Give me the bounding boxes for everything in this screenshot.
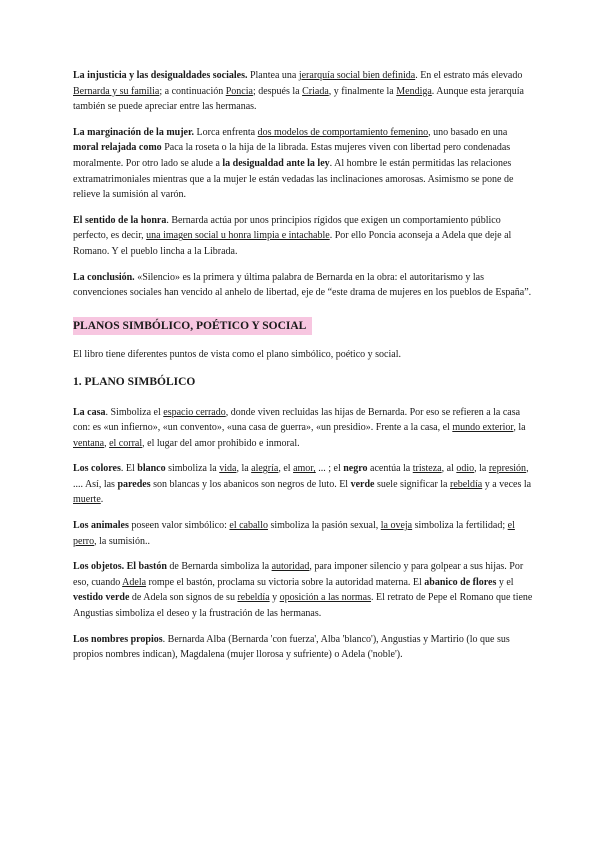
- text-run: rompe el bastón, proclama su victoria sobre la autoridad materna. El: [146, 576, 425, 588]
- underlined-phrase: represión: [488, 463, 527, 475]
- text-run: y a veces la: [482, 478, 532, 490]
- underlined-phrase: tristeza: [412, 463, 442, 475]
- text-run: , el lugar del amor prohibido e inmoral.: [142, 437, 300, 449]
- underlined-phrase: Adela: [122, 576, 147, 588]
- text-run: . Simboliza el: [105, 406, 164, 418]
- paragraph-nombres: [73, 632, 533, 663]
- text-run: y: [269, 592, 280, 604]
- term-bold: Los colores: [73, 463, 121, 475]
- text-run: y el: [496, 576, 514, 588]
- text-run: , para imponer silencio y para golpear a sus hijas. Por eso, cuando: [73, 561, 524, 588]
- underlined-phrase: el corral: [109, 437, 143, 449]
- underlined-phrase: el perro: [73, 520, 515, 547]
- term-bold: vestido verde: [73, 592, 130, 604]
- term-bold: paredes: [117, 478, 151, 490]
- document-body: [73, 68, 533, 673]
- text-run: poseen valor simbólico:: [128, 520, 230, 532]
- text-run: . Al hombre le están permitidas las relaciones extramatrimoniales mientras que a la mujer le están vedadas las inclinaciones amorosas. Asimismo se pone de relieve la sumisión al varón.: [73, 157, 514, 201]
- text-run: Paca la roseta o la hija de la librada. Estas mujeres viven con libertad pero condenadas moralmente. Por otro lado se alude a: [73, 142, 511, 169]
- paragraph-marginacion: [73, 125, 533, 203]
- text-run: ; después la: [252, 85, 303, 97]
- text-run: , la: [513, 422, 526, 434]
- text-run: , uno basado en una: [428, 126, 508, 138]
- text-run: . Bernarda actúa por unos principios rígidos que exigen un comportamiento público perfecto, es decir,: [73, 214, 501, 242]
- section-heading-plano-simbolico: [73, 375, 533, 391]
- underlined-phrase: rebeldía: [450, 478, 483, 490]
- underlined-phrase: Poncia: [225, 85, 253, 97]
- term-bold: Los objetos. El bastón: [73, 561, 167, 573]
- underlined-phrase: amor,: [293, 463, 316, 475]
- text-run: simboliza la: [165, 463, 220, 475]
- term-bold: verde: [350, 478, 375, 490]
- text-run: simboliza la fertilidad;: [412, 520, 508, 532]
- text-run: , el: [278, 463, 294, 475]
- text-run: de Adela son signos de su: [129, 592, 238, 604]
- underlined-phrase: oposición a las normas: [279, 592, 372, 604]
- text-run: . Por ello Poncia aconseja a Adela que deje al Romano. Y el pueblo lincha a la Librada.: [73, 230, 512, 257]
- paragraph-intro: El libro tiene diferentes puntos de vista como el plano simbólico, poético y social.: [73, 349, 401, 361]
- section-heading-planos: [73, 317, 533, 336]
- text-run: Plantea una: [247, 70, 299, 81]
- term-bold: La injusticia y las desigualdades sociales.: [73, 70, 248, 81]
- term-bold: Los animales: [73, 520, 129, 532]
- underlined-phrase: autoridad: [271, 561, 310, 573]
- underlined-phrase: una imagen social u honra limpia e intachable: [146, 230, 330, 242]
- subheading-text: 1. PLANO SIMBÓLICO: [73, 375, 196, 388]
- term-bold: El sentido de la honra: [73, 214, 167, 226]
- term-bold: La marginación de la mujer.: [73, 126, 195, 138]
- paragraph-honra: [73, 213, 533, 260]
- text-run: ... ; el: [315, 463, 344, 475]
- text-run: , la: [236, 463, 252, 475]
- underlined-phrase: alegría: [251, 463, 279, 475]
- text-run: . Bernarda Alba (Bernarda 'con fuerza', Alba 'blanco'), Angustias y Martirio (lo que sus propios nombres indican), Magdalena (mujer llorosa y sufriente) o Adela ('noble').: [73, 633, 510, 661]
- underlined-phrase: mundo exterior: [452, 422, 514, 434]
- underlined-phrase: rebeldía: [237, 592, 270, 604]
- underlined-phrase: Criada: [302, 85, 329, 97]
- text-run: . El: [120, 463, 138, 475]
- highlighted-heading: PLANOS SIMBÓLICO, POÉTICO Y SOCIAL: [73, 317, 312, 336]
- term-bold: abanico de flores: [424, 576, 497, 588]
- underlined-phrase: espacio cerrado: [163, 406, 226, 418]
- text-run: . El retrato de Pepe el Romano que tiene Angustias simboliza el deseo y la frustración de las hermanas.: [73, 592, 533, 620]
- term-bold: Los nombres propios: [73, 633, 163, 645]
- term-bold: negro: [343, 463, 368, 475]
- term-bold: la desigualdad ante la ley: [222, 157, 330, 169]
- underlined-phrase: vida: [219, 463, 237, 475]
- underlined-phrase: dos modelos de comportamiento femenino: [257, 126, 429, 138]
- text-run: . En el estrato más elevado: [415, 70, 523, 81]
- paragraph-casa: [73, 405, 533, 452]
- text-run: acentúa la: [367, 463, 413, 475]
- text-run: , la: [474, 463, 489, 475]
- underlined-phrase: muerte: [73, 494, 101, 506]
- text-run: simboliza la pasión sexual,: [267, 520, 381, 532]
- text-run: . Aunque esta jerarquía también se puede apreciar entre las hermanas.: [73, 85, 524, 113]
- underlined-phrase: Bernarda y su familia: [73, 85, 160, 97]
- underlined-phrase: Mendiga: [396, 85, 432, 97]
- text-run: son blancas y los abanicos son negros de luto. El: [150, 478, 351, 490]
- text-run: «Silencio» es la primera y última palabra de Bernarda en la obra: el autoritarismo y las convenciones sociales han vencido al anhelo de libertad, eje de “este drama de mujeres en los pueblos de España”.: [73, 271, 532, 299]
- text-run: ,: [104, 437, 110, 449]
- term-bold: blanco: [137, 463, 166, 475]
- text-run: , donde viven recluidas las hijas de Bernarda. Por eso se refieren a la casa con: es «un infierno», «un convento», «una casa de guerra», «un presidio». Frente a la casa, el: [73, 406, 521, 434]
- paragraph-conclusion: [73, 270, 533, 301]
- text-run: Lorca enfrenta: [194, 126, 258, 138]
- paragraph-animales: [73, 518, 533, 549]
- paragraph-objetos: [73, 559, 533, 621]
- text-run: ; a continuación: [159, 85, 226, 97]
- text-run: de Bernarda simboliza la: [166, 561, 272, 573]
- term-bold: La conclusión.: [73, 271, 135, 283]
- text-run: , la sumisión..: [94, 535, 150, 547]
- underlined-phrase: jerarquía social bien definida: [298, 70, 416, 81]
- underlined-phrase: odio: [456, 463, 475, 475]
- term-bold: La casa: [73, 406, 106, 418]
- paragraph-injusticia: [73, 68, 533, 115]
- underlined-phrase: ventana: [73, 437, 105, 449]
- text-run: .: [100, 494, 104, 506]
- text-run: , .... Así, las: [73, 463, 529, 490]
- paragraph-colores: [73, 461, 533, 508]
- underlined-phrase: el caballo: [229, 520, 268, 532]
- underlined-phrase: la oveja: [380, 520, 413, 532]
- term-bold: moral relajada como: [73, 142, 162, 154]
- text-run: , al: [441, 463, 457, 475]
- text-run: suele significar la: [374, 478, 450, 490]
- text-run: , y finalmente la: [328, 85, 397, 97]
